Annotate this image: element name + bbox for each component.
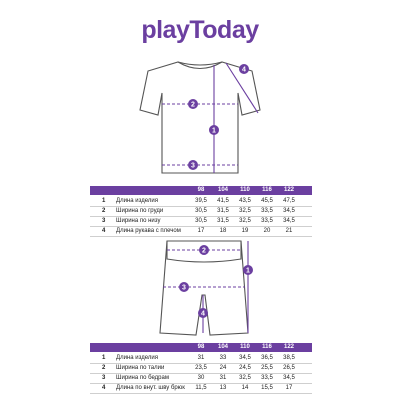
measurement-value: 38,5: [283, 355, 295, 361]
measurement-value: 47,5: [283, 198, 295, 204]
tshirt-size-header: [90, 186, 312, 195]
marker-1: [243, 265, 253, 275]
measurement-value: 31: [197, 355, 205, 361]
measurement-value: 36,5: [261, 355, 273, 361]
tshirt-row: [90, 197, 312, 207]
measurement-value: 34,5: [283, 208, 295, 214]
marker-number: 4: [242, 66, 246, 74]
marker-number: 1: [212, 127, 216, 135]
marker-number: 2: [202, 247, 206, 255]
measurement-value: 30,5: [195, 218, 207, 224]
measurement-value: 34,5: [239, 355, 251, 361]
size-104: 104: [217, 344, 228, 350]
marker-number: 3: [191, 162, 195, 170]
measurement-value: 17: [197, 228, 205, 234]
measurement-value: 30: [197, 375, 205, 381]
measurement-value: 23,5: [195, 365, 207, 371]
marker-2: [199, 245, 209, 255]
size-98: 98: [197, 344, 205, 350]
marker-3: [179, 282, 189, 292]
measurement-value: 34,5: [283, 218, 295, 224]
row-number: 3: [102, 375, 106, 381]
measurement-label: Ширина по бедрам: [116, 375, 169, 381]
shorts-row: [90, 374, 312, 384]
measurement-value: 18: [219, 228, 227, 234]
measurement-value: 15,5: [261, 385, 273, 391]
shorts-illustration: [150, 235, 270, 340]
size-110: 110: [240, 344, 250, 350]
measurement-value: 26,5: [283, 365, 295, 371]
measurement-label: Ширина по груди: [116, 208, 164, 214]
marker-number: 2: [191, 101, 195, 109]
measurement-value: 43,5: [239, 198, 251, 204]
measurement-value: 11,5: [195, 385, 207, 391]
marker-4: [239, 64, 249, 74]
row-number: 2: [102, 208, 106, 214]
measurement-value: 21: [285, 228, 293, 234]
tshirt-outline: [140, 62, 260, 173]
measurement-value: 19: [241, 228, 249, 234]
measurement-label: Ширина по талии: [116, 365, 165, 371]
tshirt-illustration: [130, 55, 270, 180]
marker-number: 4: [201, 310, 205, 318]
measurement-label: Длина рукава с плечом: [116, 228, 181, 234]
row-number: 1: [102, 355, 106, 361]
marker-1: [209, 125, 219, 135]
tshirt-row: [90, 217, 312, 227]
measurement-value: 17: [285, 385, 293, 391]
row-number: 4: [102, 385, 106, 391]
measurement-value: 45,5: [261, 198, 273, 204]
tshirt-row: [90, 207, 312, 217]
shorts-row: [90, 384, 312, 394]
measurement-value: 34,5: [283, 375, 295, 381]
size-122: 122: [283, 344, 294, 350]
measurement-value: 41,5: [217, 198, 229, 204]
row-number: 4: [102, 228, 106, 234]
garment-shape: [178, 62, 222, 65]
marker-2: [188, 99, 198, 109]
measurement-value: 39,5: [195, 198, 207, 204]
marker-4: [198, 308, 208, 318]
measurement-value: 20: [263, 228, 271, 234]
size-104: 104: [217, 187, 228, 193]
marker-number: 3: [182, 284, 186, 292]
measurement-value: 24: [219, 365, 227, 371]
measurement-value: 14: [241, 385, 249, 391]
shorts-row: [90, 364, 312, 374]
shorts-size-header: [90, 343, 312, 352]
measurement-value: 33: [219, 355, 227, 361]
measurement-value: 24,5: [239, 365, 251, 371]
measurement-value: 32,5: [239, 208, 251, 214]
size-116: 116: [262, 187, 272, 193]
marker-3: [188, 160, 198, 170]
measurement-value: 25,5: [261, 365, 273, 371]
size-110: 110: [240, 187, 250, 193]
row-number: 2: [102, 365, 106, 371]
brand-logo: playToday: [141, 16, 259, 44]
measurement-label: Ширина по низу: [116, 218, 161, 224]
measurement-value: 33,5: [261, 375, 273, 381]
size-116: 116: [262, 344, 272, 350]
size-98: 98: [197, 187, 205, 193]
measurement-value: 30,5: [195, 208, 207, 214]
measurement-value: 32,5: [239, 218, 251, 224]
measurement-value: 13: [219, 385, 227, 391]
row-number: 3: [102, 218, 106, 224]
measurement-value: 32,5: [239, 375, 251, 381]
shorts-row: [90, 354, 312, 364]
measurement-value: 31: [219, 375, 227, 381]
measurement-value: 33,5: [261, 208, 273, 214]
shorts-outline: [160, 241, 248, 335]
row-number: 1: [102, 198, 106, 204]
size-122: 122: [283, 187, 294, 193]
marker-number: 1: [246, 267, 250, 275]
measurement-label: Длина изделия: [116, 355, 158, 361]
measurement-value: 33,5: [261, 218, 273, 224]
measurement-value: 31,5: [217, 218, 229, 224]
measurement-label: Длина по внут. шву брюк: [116, 385, 185, 391]
measurement-value: 31,5: [217, 208, 229, 214]
measurement-label: Длина изделия: [116, 198, 158, 204]
